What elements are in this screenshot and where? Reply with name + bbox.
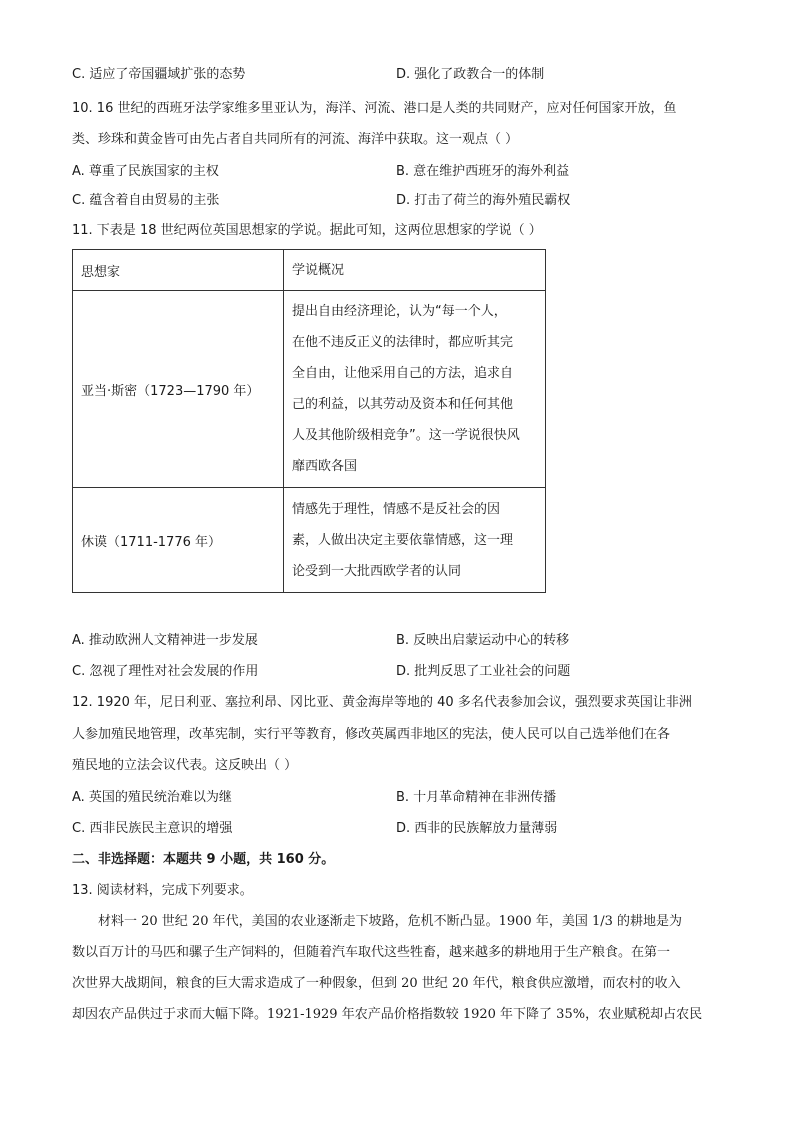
hume-theory-line: 情感先于理性，情感不是反社会的因 (292, 501, 501, 517)
smith-name: 亚当·斯密（1723—1790 年） (73, 291, 284, 488)
q10-option-c: C. 蕴含着自由贸易的主张 (72, 193, 220, 208)
q12-stem-line2: 人参加殖民地管理，改革宪制，实行平等教育，修改英属西非地区的宪法，使人民可以自己选举他们在各 (72, 727, 671, 742)
q9-option-d: D. 强化了政教合一的体制 (396, 67, 545, 82)
hume-name: 休谟（1711-1776 年） (73, 488, 284, 593)
hume-theory-line: 素，人做出决定主要依靠情感，这一理 (292, 532, 514, 548)
smith-theory-line: 靡西欧各国 (292, 459, 358, 474)
thinkers-table (72, 249, 546, 593)
table-row-smith (73, 291, 546, 488)
material-line: 次世界大战期间，粮食的巨大需求造成了一种假象，但到 20 世纪 20 年代，粮食供应激增，而农村的收入 (72, 976, 681, 991)
smith-theory (284, 291, 546, 488)
q12-option-a: A. 英国的殖民统治难以为继 (72, 790, 232, 805)
hume-theory-line: 论受到一大批西欧学者的认同 (292, 563, 462, 579)
material-line: 数以百万计的马匹和骡子生产饲料的，但随着汽车取代这些牲畜，越来越多的耕地用于生产粮食。在第一 (72, 945, 671, 960)
q10-option-a: A. 尊重了民族国家的主权 (72, 164, 219, 179)
smith-theory-line: 在他不违反正义的法律时，都应听其完 (292, 335, 514, 350)
header-thinker: 思想家 (73, 250, 284, 291)
q11-option-a: A. 推动欧洲人文精神进一步发展 (72, 633, 258, 648)
smith-theory-line: 人及其他阶级相竞争”。这一学说很快风 (292, 428, 520, 443)
smith-theory-line: 己的利益，以其劳动及资本和任何其他 (292, 397, 514, 412)
q10-option-d: D. 打击了荷兰的海外殖民霸权 (396, 193, 571, 208)
q11-option-c: C. 忽视了理性对社会发展的作用 (72, 664, 259, 679)
header-theory: 学说概况 (284, 250, 546, 291)
q12-option-d: D. 西非的民族解放力量薄弱 (396, 821, 558, 836)
q12-option-c: C. 西非民族民主意识的增强 (72, 821, 233, 836)
section-title: 二、非选择题：本题共 9 小题，共 160 分。 (72, 852, 335, 867)
q11-stem: 11. 下表是 18 世纪两位英国思想家的学说。据此可知，这两位思想家的学说（ ） (72, 223, 542, 238)
q12-option-b: B. 十月革命精神在非洲传播 (396, 790, 557, 805)
q11-option-d: D. 批判反思了工业社会的问题 (396, 664, 571, 679)
q11-option-b: B. 反映出启蒙运动中心的转移 (396, 633, 570, 648)
q10-stem-line2: 类、珍珠和黄金皆可由先占者自共同所有的河流、海洋中获取。这一观点（ ） (72, 132, 519, 147)
material-line: 却因农产品供过于求而大幅下降。1921-1929 年农产品价格指数较 1920 年下降了 35%，农业赋税却占农民 (72, 1007, 703, 1022)
table-header-row (73, 250, 546, 291)
smith-theory-line: 提出自由经济理论，认为“每一个人， (292, 304, 507, 319)
q13-stem: 13. 阅读材料，完成下列要求。 (72, 883, 253, 898)
q9-option-c: C. 适应了帝国疆域扩张的态势 (72, 67, 246, 82)
q12-stem-line3: 殖民地的立法会议代表。这反映出（ ） (72, 758, 298, 773)
hume-theory (284, 488, 546, 593)
q12-stem-line1: 12. 1920 年，尼日利亚、塞拉利昂、冈比亚、黄金海岸等地的 40 多名代表参加会议，强烈要求英国让非洲 (72, 695, 692, 710)
smith-theory-line: 全自由，让他采用自己的方法，追求自 (292, 366, 514, 381)
q10-option-b: B. 意在维护西班牙的海外利益 (396, 164, 570, 179)
q10-stem-line1: 10. 16 世纪的西班牙法学家维多里亚认为，海洋、河流、港口是人类的共同财产，应对任何国家开放，鱼 (72, 101, 677, 116)
material-line: 材料一 20 世纪 20 年代，美国的农业逐渐走下坡路，危机不断凸显。1900 年，美国 1/3 的耕地是为 (98, 914, 683, 929)
material-one (72, 906, 722, 1030)
table-row-hume (73, 488, 546, 593)
